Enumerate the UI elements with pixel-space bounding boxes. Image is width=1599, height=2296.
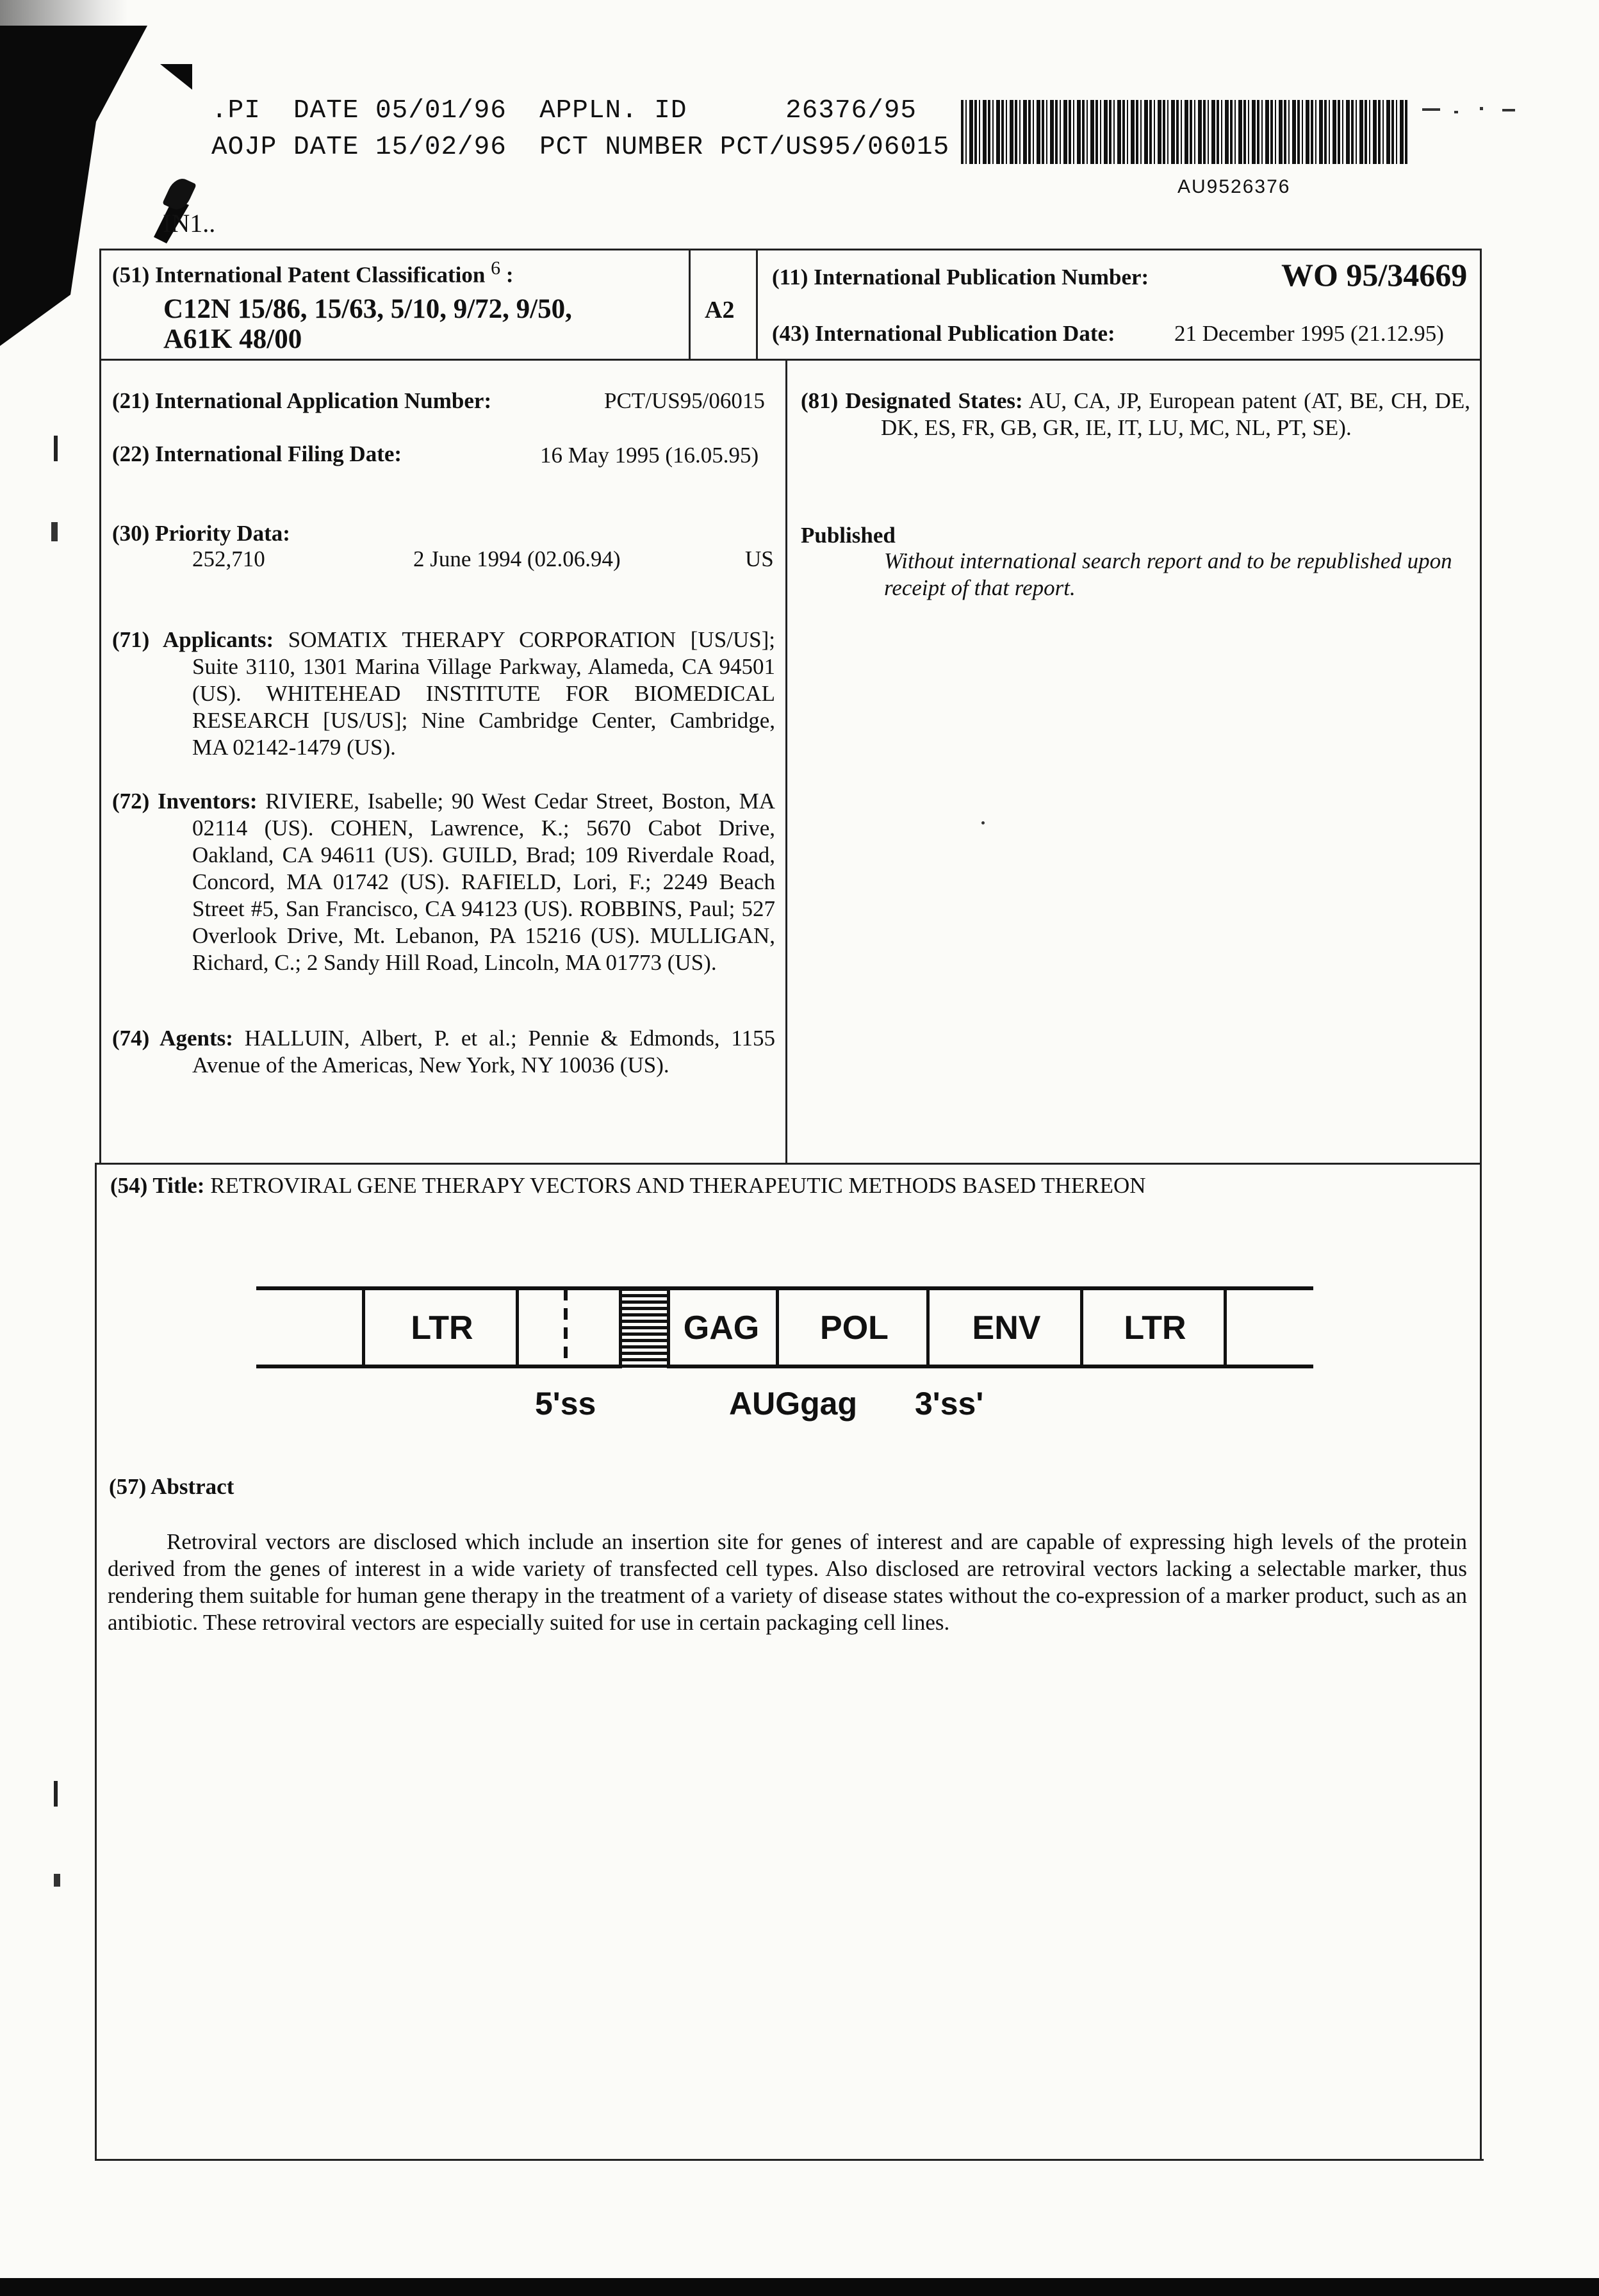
frame-divider-columns: [785, 359, 787, 1164]
diagram-packaging-signal: [619, 1288, 670, 1368]
diagram-label-5ss: 5'ss: [535, 1386, 596, 1422]
diagram-box-gag: GAG: [683, 1309, 760, 1347]
diagram-box-env: ENV: [926, 1288, 1083, 1368]
diagram-box-ltr-left: LTR: [362, 1288, 519, 1368]
frame-left-lower: [95, 1163, 97, 2160]
margin-mark: [54, 1874, 60, 1887]
agents-label: (74) Agents:: [112, 1026, 233, 1051]
designated-states-block: [801, 388, 1470, 441]
title-text: RETROVIRAL GENE THERAPY VECTORS AND THERAPEUTIC METHODS BASED THEREON: [210, 1173, 1146, 1198]
diagram-splice-donor-marker: [564, 1289, 568, 1366]
inventors-label: (72) Inventors:: [112, 789, 258, 814]
inventors-block: [112, 788, 775, 976]
barcode-number: AU9526376: [1177, 176, 1291, 197]
filing-date: 16 May 1995 (16.05.95): [540, 443, 759, 468]
frame-divider-classif: [689, 249, 691, 361]
published-label: Published: [801, 523, 896, 548]
filing-date-label: (22) International Filing Date:: [112, 441, 402, 466]
application-number-label: (21) International Application Number:: [112, 388, 492, 413]
frame-left-upper: [99, 249, 101, 1165]
frame-divider-kind: [756, 249, 758, 361]
abstract-label: (57) Abstract: [109, 1474, 234, 1499]
publication-number: WO 95/34669: [1281, 257, 1468, 293]
classification-codes-1: C12N 15/86, 15/63, 5/10, 9/72, 9/50,: [163, 294, 572, 324]
priority-date: 2 June 1994 (02.06.94): [413, 546, 621, 571]
publication-date-label: (43) International Publication Date:: [772, 321, 1115, 346]
applicants-label: (71) Applicants:: [112, 627, 274, 652]
priority-label: (30) Priority Data:: [112, 521, 290, 546]
priority-country: US: [745, 546, 774, 571]
classification-codes-2: A61K 48/00: [163, 324, 302, 354]
scan-shadow-top-left: [0, 0, 128, 26]
frame-row-divider: [99, 359, 1482, 361]
publication-kind: A2: [705, 297, 735, 324]
margin-mark: [54, 1781, 58, 1807]
stamp-text: IN1..: [163, 209, 216, 238]
classification-suffix: :: [505, 262, 514, 288]
frame-title-divider: [96, 1163, 1482, 1165]
scan-dot: [981, 821, 985, 824]
classification-label: [112, 255, 513, 289]
header-line-1: .PI DATE 05/01/96 APPLN. ID 26376/95: [211, 96, 917, 126]
applicants-block: [112, 627, 775, 761]
classification-label-text: (51) International Patent Classification: [112, 262, 486, 288]
title-label: (54) Title:: [110, 1173, 205, 1198]
margin-mark: [51, 522, 58, 541]
scan-edge-bottom: [0, 2278, 1599, 2296]
diagram-label-augaag: AUGgag: [729, 1386, 857, 1422]
frame-bottom: [95, 2159, 1484, 2161]
title-block: [110, 1172, 1146, 1199]
abstract-text: Retroviral vectors are disclosed which include an insertion site for genes of interest and are capable of expressing high levels of the protein derived from the genes of interest in a wide variety of transfected cell types. Also disclosed are retroviral vectors lacking a selectable marker, thus rendering them suitable for human gene therapy in the treatment of a variety of disease states without the co-expression of a marker product, such as an antibiotic. These retroviral vectors are especially suited for use in certain packaging cell lines.: [108, 1529, 1467, 1635]
inventors-text: RIVIERE, Isabelle; 90 West Cedar Street, Boston, MA 02114 (US). COHEN, Lawrence, K.; 5670 Cabot Drive, Oakland, CA 94611 (US). GUILD, Brad; 109 Riverdale Road, Concord, MA 01742 (US). RAFIELD, Lori, F.; 2249 Beach Street #5, San Francisco, CA 94123 (US). ROBBINS, Paul; 527 Overlook Drive, Mt. Lebanon, PA 15216 (US). MULLIGAN, Richard, C.; 2 Sandy Hill Road, Lincoln, MA 01773 (US).: [192, 789, 775, 975]
frame-right: [1480, 249, 1482, 2161]
publication-date: 21 December 1995 (21.12.95): [1174, 321, 1444, 346]
applicants-text: SOMATIX THERAPY CORPORATION [US/US]; Suite 3110, 1301 Marina Village Parkway, Alameda, CA 94501 (US). WHITEHEAD INSTITUTE FOR BIOMEDICAL RESEARCH [US/US]; Nine Cambridge Center, Cambridge, MA 02142-1479 (US).: [192, 627, 776, 760]
published-text: Without international search report and to be republished upon receipt of that report.: [884, 548, 1452, 600]
agents-text: HALLUIN, Albert, P. et al.; Pennie & Edmonds, 1155 Avenue of the Americas, New York, NY 10036 (US).: [192, 1026, 775, 1078]
application-number: PCT/US95/06015: [604, 388, 765, 413]
diagram-box-pol: POL: [776, 1288, 930, 1368]
scan-specks: [1422, 106, 1518, 119]
publication-number-label: (11) International Publication Number:: [772, 265, 1149, 290]
diagram-insertion-divider: [516, 1288, 519, 1368]
barcode: [961, 100, 1409, 164]
designated-states-label: (81) Designated States:: [801, 388, 1023, 413]
diagram-label-3ss: 3'ss': [915, 1386, 984, 1422]
diagram-box-ltr-right: LTR: [1080, 1288, 1227, 1368]
header-line-2: AOJP DATE 15/02/96 PCT NUMBER PCT/US95/06015: [211, 133, 950, 162]
agents-block: [112, 1025, 775, 1079]
priority-number: 252,710: [192, 546, 265, 571]
frame-top: [99, 249, 1482, 250]
classification-edition: 6: [491, 258, 501, 279]
designated-states-text: AU, CA, JP, European patent (AT, BE, CH, DE, DK, ES, FR, GB, GR, IE, IT, LU, MC, NL, PT, SE).: [881, 388, 1470, 440]
margin-mark: [54, 436, 58, 461]
